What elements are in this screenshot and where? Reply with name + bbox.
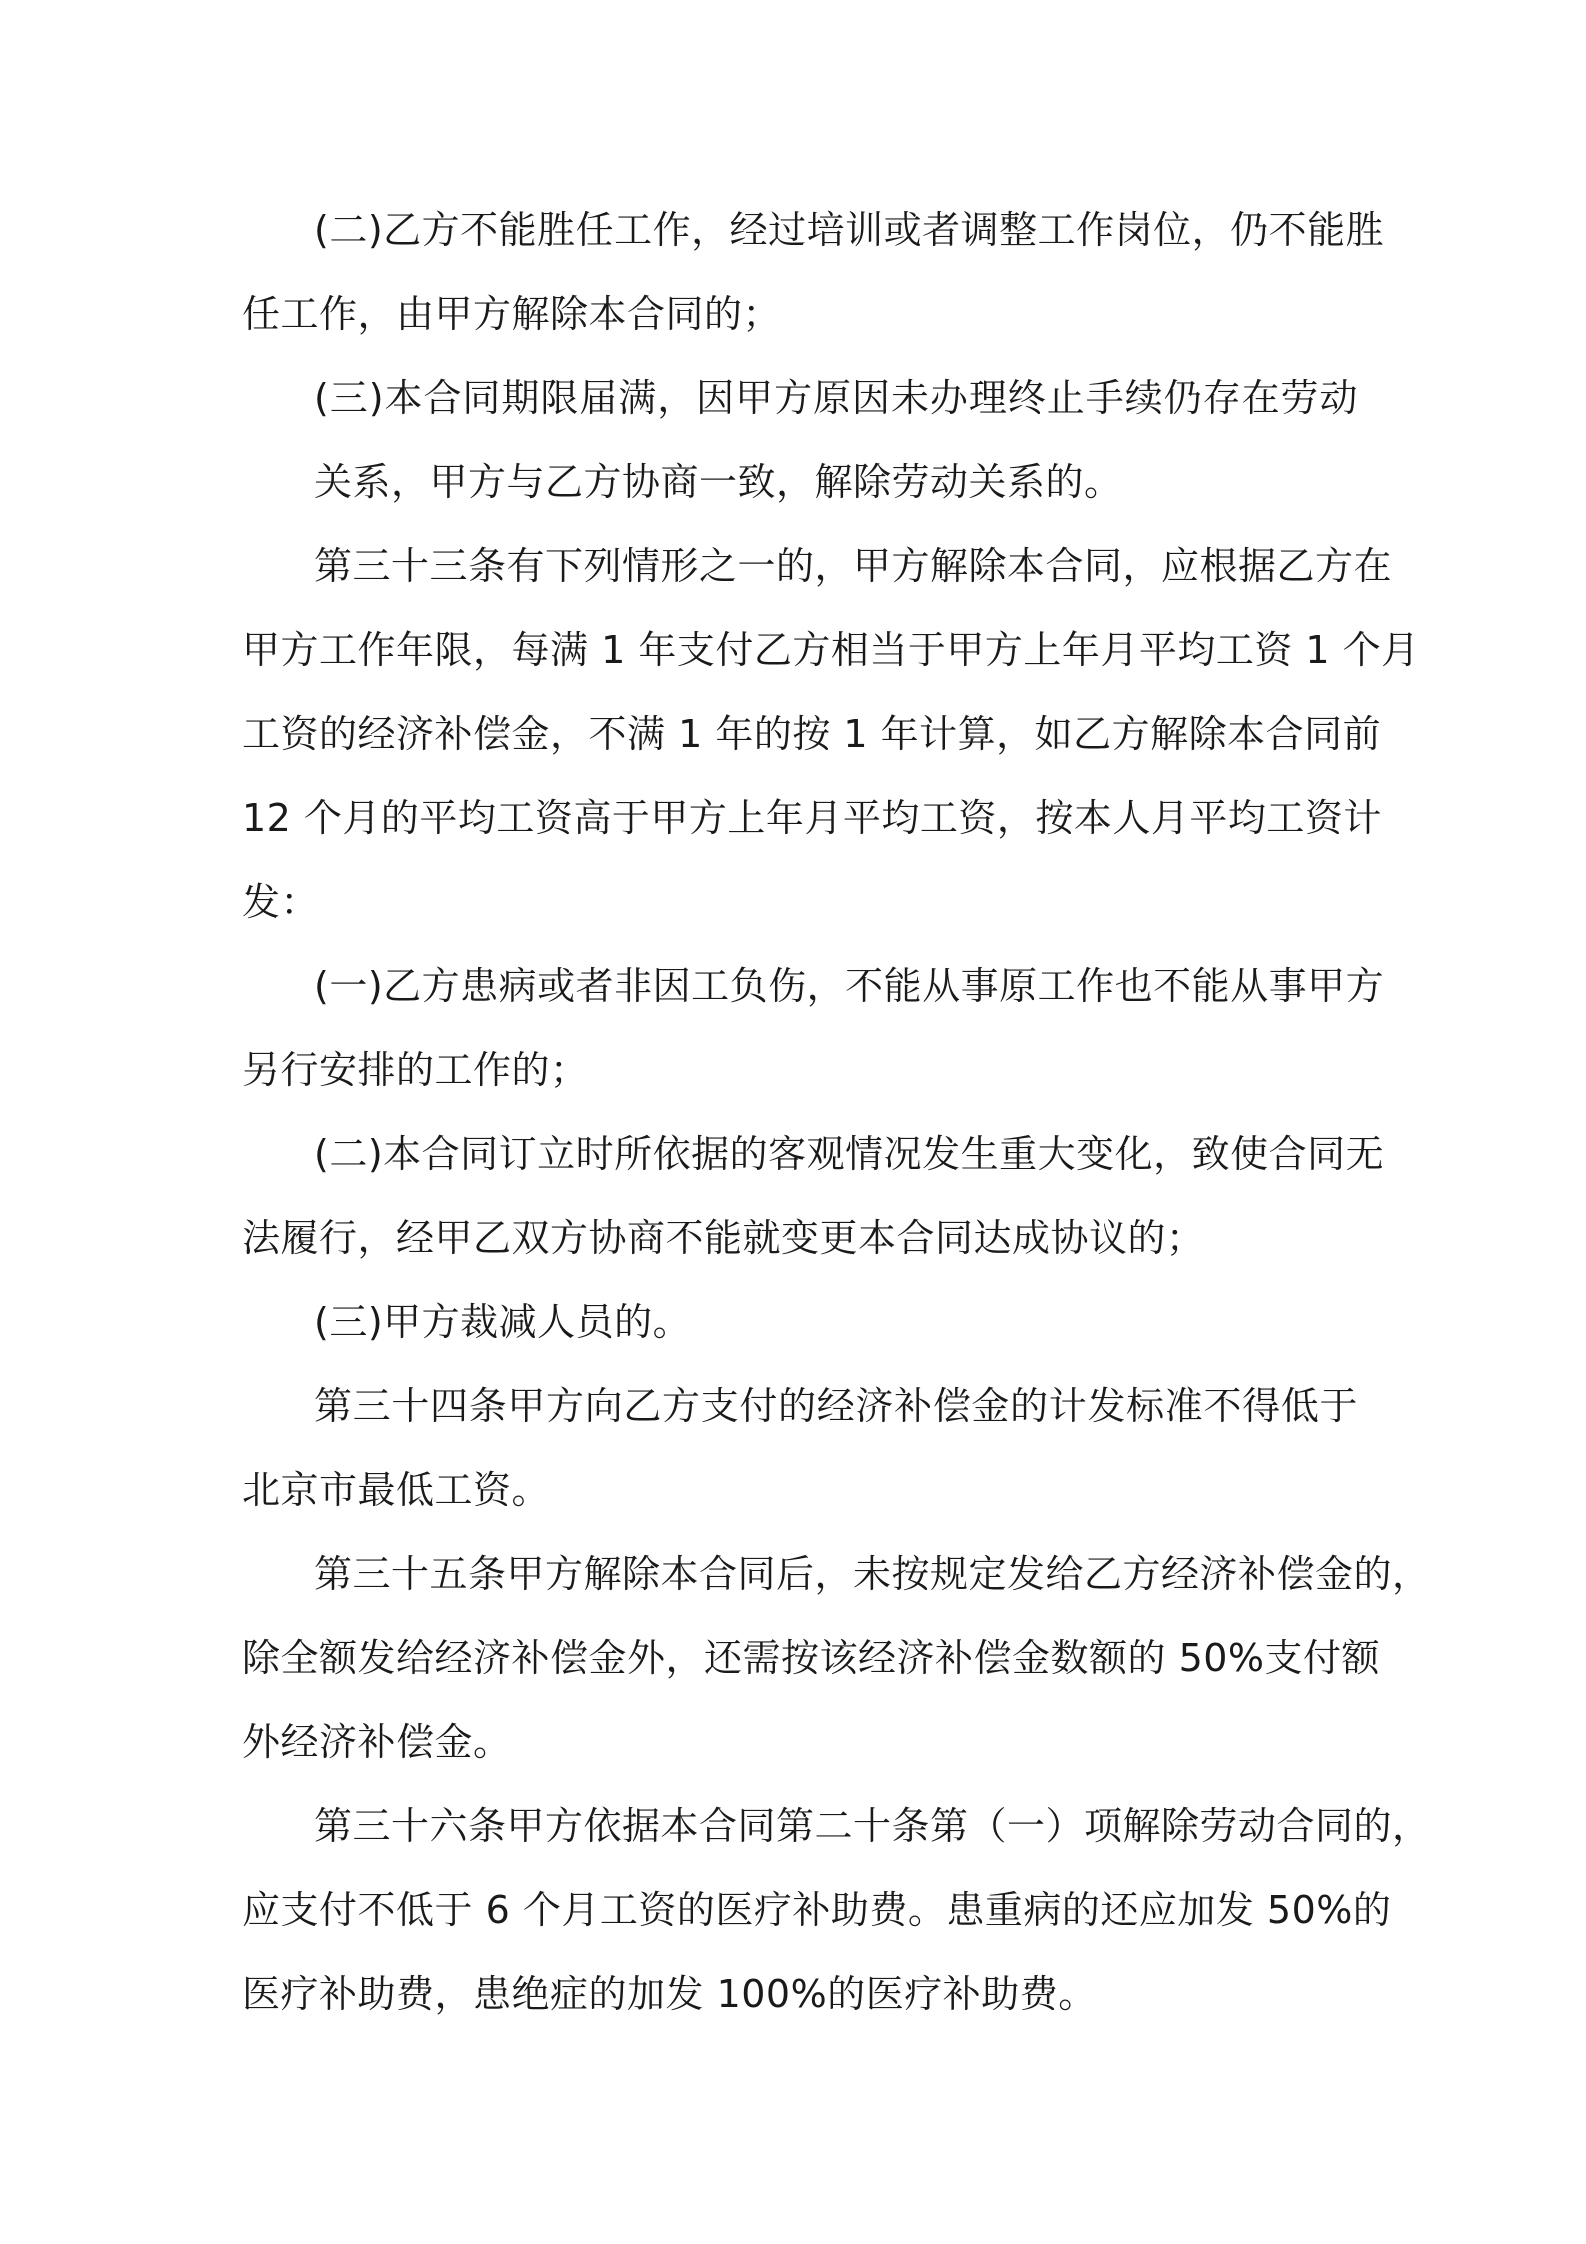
text-line-8: 12 个月的平均工资高于甲方上年月平均工资，按本人月平均工资计: [242, 796, 1382, 840]
text-line-17: 第三十五条甲方解除本合同后，未按规定发给乙方经济补偿金的，: [314, 1552, 1431, 1596]
text-line-16: 北京市最低工资。: [242, 1468, 551, 1512]
text-line-11: 另行安排的工作的；: [242, 1048, 589, 1092]
text-line-13: 法履行，经甲乙双方协商不能就变更本合同达成协议的；: [242, 1216, 1205, 1260]
text-line-3: (三)本合同期限届满，因甲方原因未办理终止手续仍存在劳动: [314, 376, 1358, 420]
text-line-14: (三)甲方裁减人员的。: [314, 1300, 692, 1344]
text-line-18: 除全额发给经济补偿金外，还需按该经济补偿金数额的 50%支付额: [242, 1636, 1381, 1680]
text-line-12: (二)本合同订立时所依据的客观情况发生重大变化，致使合同无: [314, 1132, 1385, 1176]
text-line-4: 关系，甲方与乙方协商一致，解除劳动关系的。: [314, 460, 1123, 504]
text-line-21: 应支付不低于 6 个月工资的医疗补助费。患重病的还应加发 50%的: [242, 1888, 1392, 1932]
text-line-9: 发：: [242, 880, 320, 924]
text-line-15: 第三十四条甲方向乙方支付的经济补偿金的计发标准不得低于: [314, 1384, 1358, 1428]
text-line-2: 任工作，由甲方解除本合同的；: [242, 292, 782, 336]
text-line-6: 甲方工作年限，每满 1 年支付乙方相当于甲方上年月平均工资 1 个月: [242, 628, 1420, 672]
text-line-20: 第三十六条甲方依据本合同第二十条第（一）项解除劳动合同的，: [314, 1804, 1431, 1848]
text-line-10: (一)乙方患病或者非因工负伤，不能从事原工作也不能从事甲方: [314, 964, 1385, 1008]
text-line-22: 医疗补助费，患绝症的加发 100%的医疗补助费。: [242, 1972, 1097, 2016]
text-line-5: 第三十三条有下列情形之一的，甲方解除本合同，应根据乙方在: [314, 544, 1393, 588]
text-line-19: 外经济补偿金。: [242, 1720, 512, 1764]
text-line-7: 工资的经济补偿金，不满 1 年的按 1 年计算，如乙方解除本合同前: [242, 712, 1382, 756]
text-line-1: (二)乙方不能胜任工作，经过培训或者调整工作岗位，仍不能胜: [314, 208, 1385, 252]
